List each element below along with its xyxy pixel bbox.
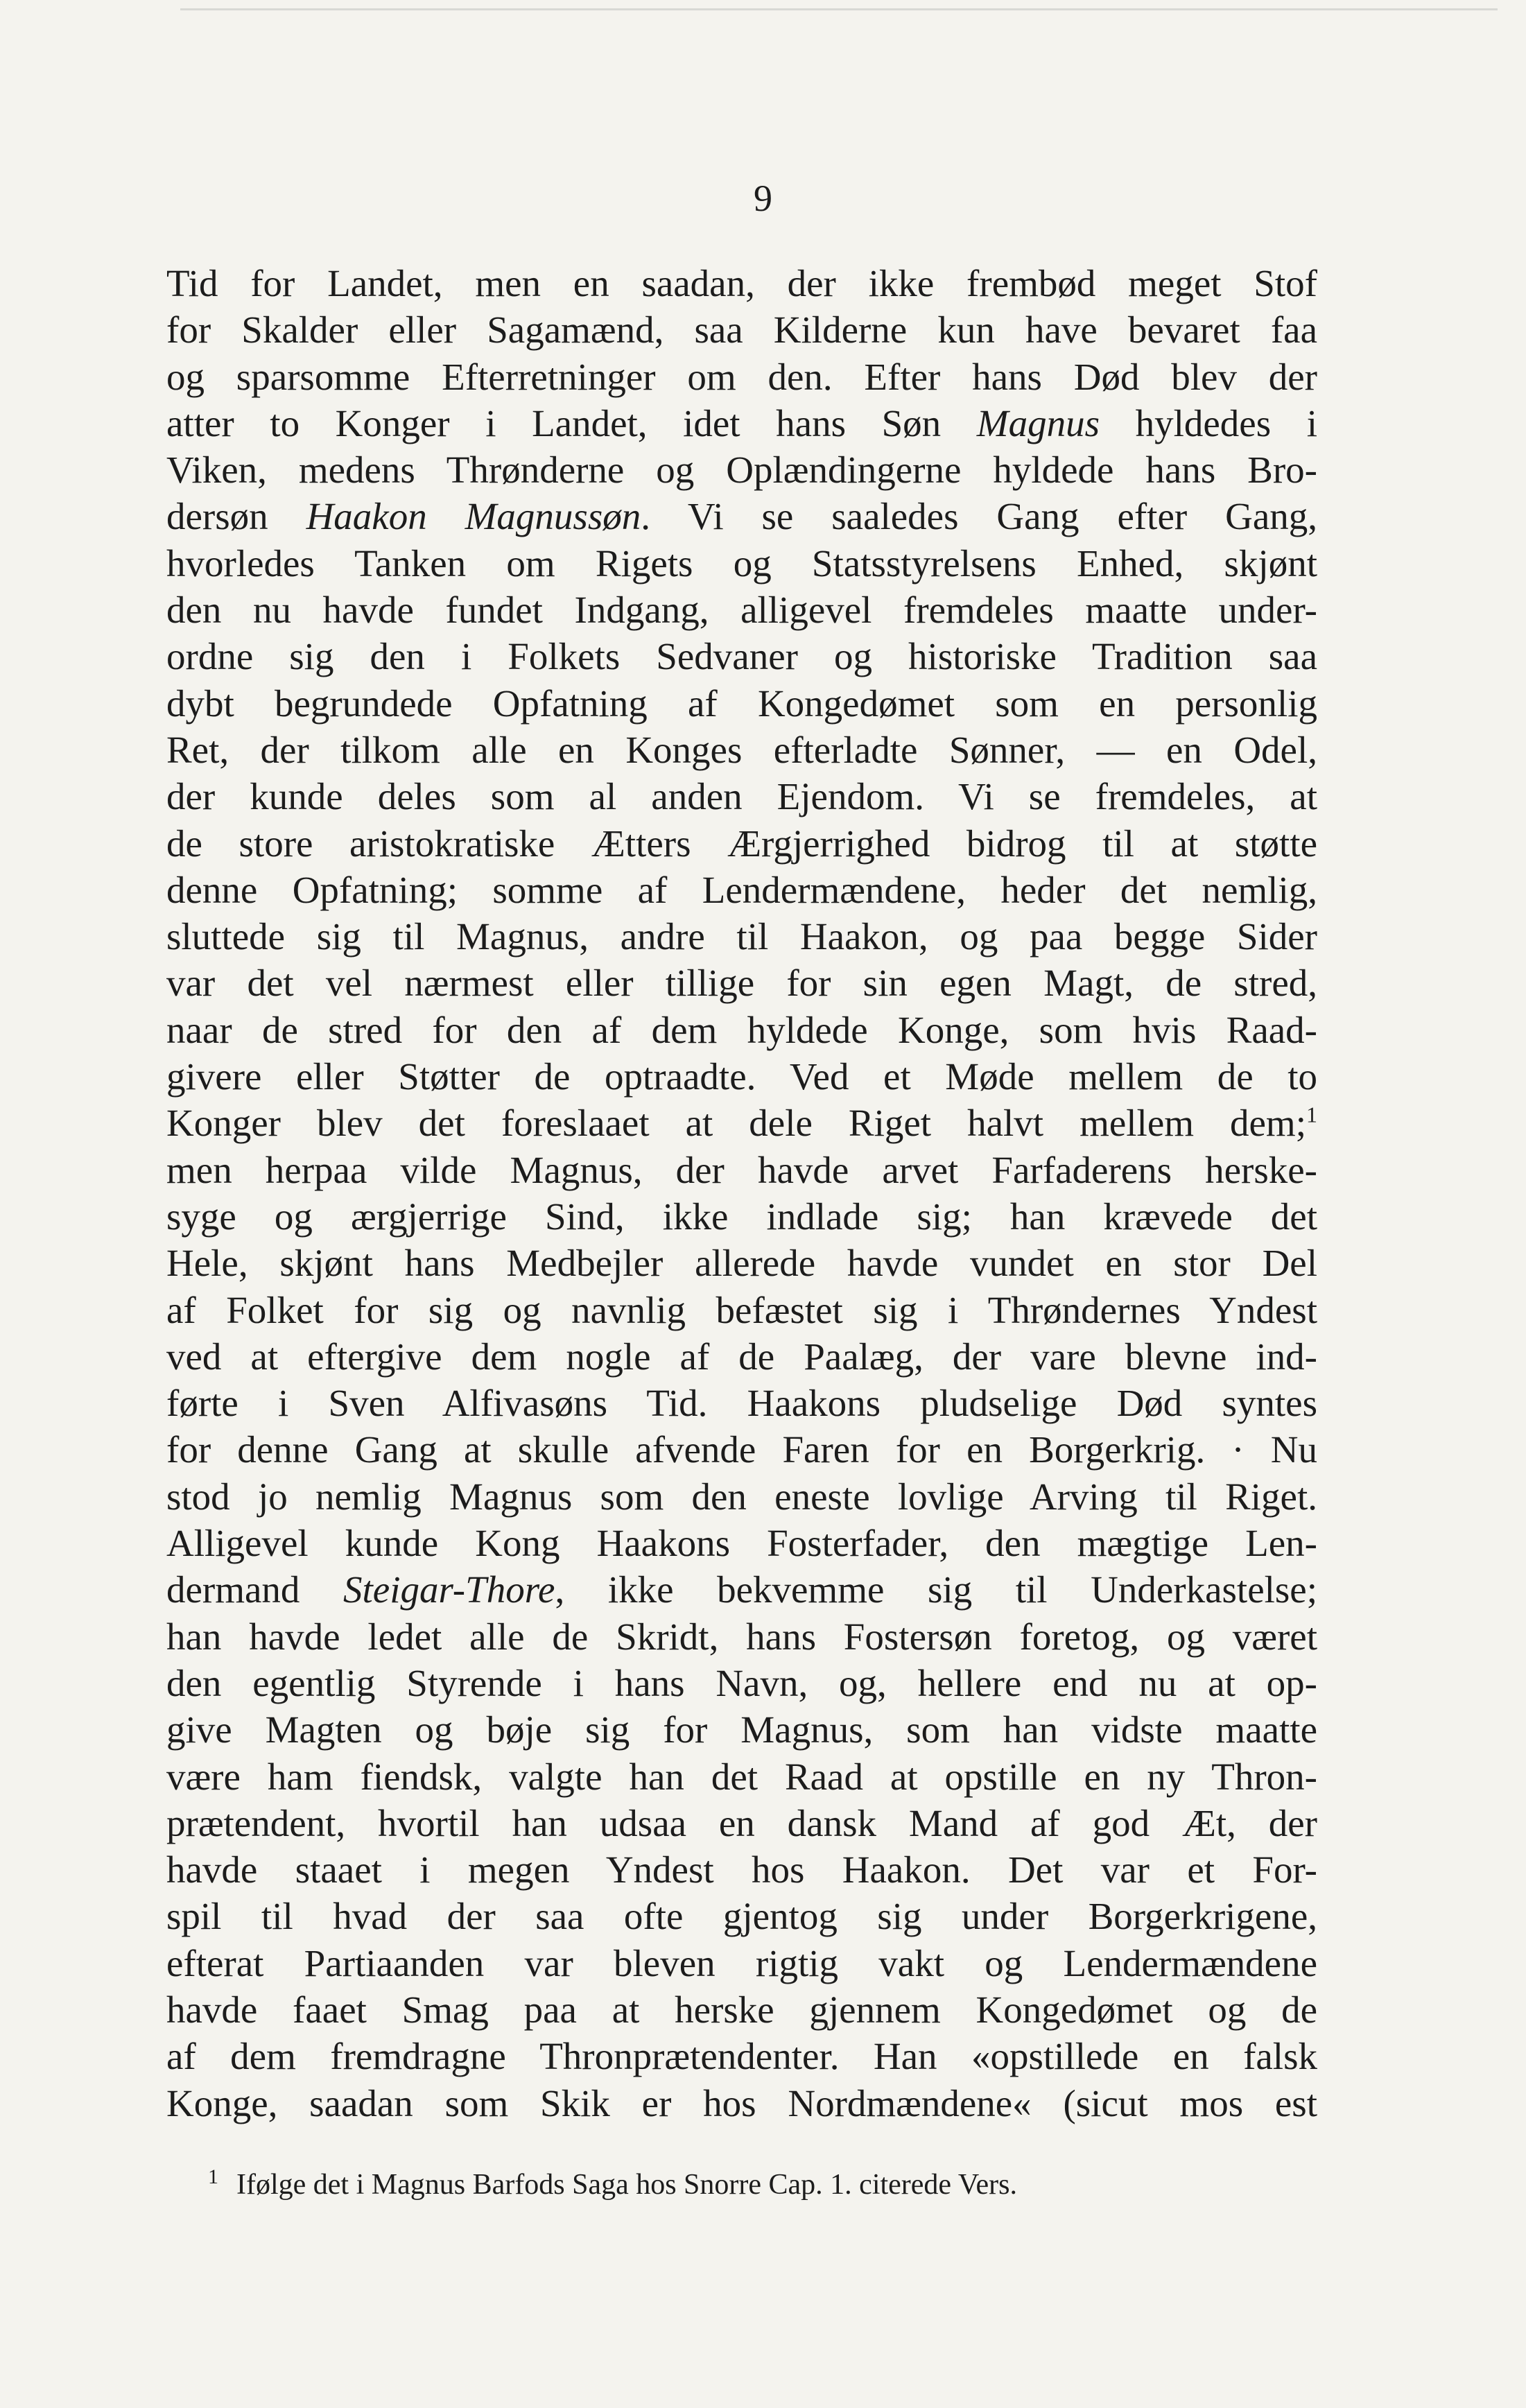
text-line: naar de stred for den af dem hyldede Konge, som hvis Raad- (166, 1008, 1317, 1051)
text-line: ordne sig den i Folkets Sedvaner og historiske Tradition saa (166, 635, 1317, 678)
text-line: efterat Partiaanden var bleven rigtig vakt og Lendermændene (166, 1941, 1317, 1984)
text-line: den nu havde fundet Indgang, alligevel fremdeles maatte under- (166, 589, 1317, 632)
text-line: Ret, der tilkom alle en Konges efterladte Sønner, — en Odel, (166, 728, 1317, 771)
text-line: var det vel nærmest eller tillige for sin egen Magt, de stred, (166, 962, 1317, 1005)
text-line: ved at eftergive dem nogle af de Paalæg, der vare blevne ind- (166, 1335, 1317, 1378)
footnote (166, 2158, 1317, 2204)
text-line: havde staaet i megen Yndest hos Haakon. Det var et For- (166, 1848, 1317, 1891)
text-line: hvorledes Tanken om Rigets og Statsstyrelsens Enhed, skjønt (166, 542, 1317, 584)
text-line: for denne Gang at skulle afvende Faren for en Borgerkrig. · Nu (166, 1428, 1317, 1471)
text-line: af Folket for sig og navnlig befæstet sig i Thrøndernes Yndest (166, 1288, 1317, 1331)
text-line: givere eller Støtter de optraadte. Ved et Møde mellem de to (166, 1055, 1317, 1098)
text-line: den egentlig Styrende i hans Navn, og, hellere end nu at op- (166, 1661, 1317, 1704)
page-edge (180, 8, 1498, 10)
italic-name: Magnus (976, 401, 1100, 444)
footnote-mark: 1 (208, 2165, 218, 2188)
text-line: Viken, medens Thrønderne og Oplændingerne hyldede hans Bro- (166, 449, 1317, 492)
text-line: være ham fiendsk, valgte han det Raad at opstille en ny Thron- (166, 1755, 1317, 1798)
text-line: Hele, skjønt hans Medbejler allerede havde vundet en stor Del (166, 1242, 1317, 1285)
text-line: og sparsomme Efterretninger om den. Efter hans Død blev der (166, 355, 1317, 398)
text-line: førte i Sven Alfivasøns Tid. Haakons pludselige Død syntes (166, 1382, 1317, 1425)
text-line: dybt begrundede Opfatning af Kongedømet som en personlig (166, 682, 1317, 725)
italic-name: Haakon Magnussøn (306, 495, 641, 538)
text-line: men herpaa vilde Magnus, der havde arvet Farfaderens herske- (166, 1148, 1317, 1191)
text-line: sluttede sig til Magnus, andre til Haakon, og paa begge Sider (166, 915, 1317, 958)
footnote-reference: 1 (1306, 1102, 1317, 1128)
text-line: give Magten og bøje sig for Magnus, som han vidste maatte (166, 1708, 1317, 1751)
italic-name: Steigar-Thore (343, 1568, 555, 1611)
page-number: 9 (754, 177, 772, 219)
text-line: dermand Steigar-Thore, ikke bekvemme sig til Underkastelse; (166, 1568, 1317, 1611)
text-line: for Skalder eller Sagamænd, saa Kilderne kun have bevaret faa (166, 309, 1317, 352)
text-line: denne Opfatning; somme af Lendermændene, heder det nemlig, (166, 868, 1317, 911)
text-line: de store aristokratiske Ætters Ærgjerrighed bidrog til at støtte (166, 822, 1317, 865)
text-line: spil til hvad der saa ofte gjentog sig under Borgerkrigene, (166, 1895, 1317, 1938)
body-text (166, 260, 1317, 2127)
footnote-text: Ifølge det i Magnus Barfods Saga hos Snorre Cap. 1. citerede Vers. (236, 2169, 1017, 2201)
text-line: Alligevel kunde Kong Haakons Fosterfader, den mægtige Len- (166, 1522, 1317, 1565)
text-line: der kunde deles som al anden Ejendom. Vi se fremdeles, at (166, 775, 1317, 818)
text-line: atter to Konger i Landet, idet hans Søn Magnus hyldedes i (166, 401, 1317, 444)
text-line: Konge, saadan som Skik er hos Nordmændene« (sicut mos est (166, 2081, 1317, 2124)
text-line: Tid for Landet, men en saadan, der ikke frembød meget Stof (166, 262, 1317, 304)
text-line: han havde ledet alle de Skridt, hans Fostersøn foretog, og været (166, 1615, 1317, 1658)
text-line (166, 1100, 1317, 1146)
text-line: prætendent, hvortil han udsaa en dansk Mand af god Æt, der (166, 1801, 1317, 1844)
line-text: Konger blev det foreslaaet at dele Riget halvt mellem dem; (166, 1102, 1306, 1145)
text-line: syge og ærgjerrige Sind, ikke indlade sig; han krævede det (166, 1195, 1317, 1238)
text-line: dersøn Haakon Magnussøn. Vi se saaledes Gang efter Gang, (166, 495, 1317, 538)
text-line: havde faaet Smag paa at herske gjennem Kongedømet og de (166, 1988, 1317, 2031)
text-line: af dem fremdragne Thronprætendenter. Han «opstillede en falsk (166, 2035, 1317, 2078)
text-line: stod jo nemlig Magnus som den eneste lovlige Arving til Riget. (166, 1475, 1317, 1518)
